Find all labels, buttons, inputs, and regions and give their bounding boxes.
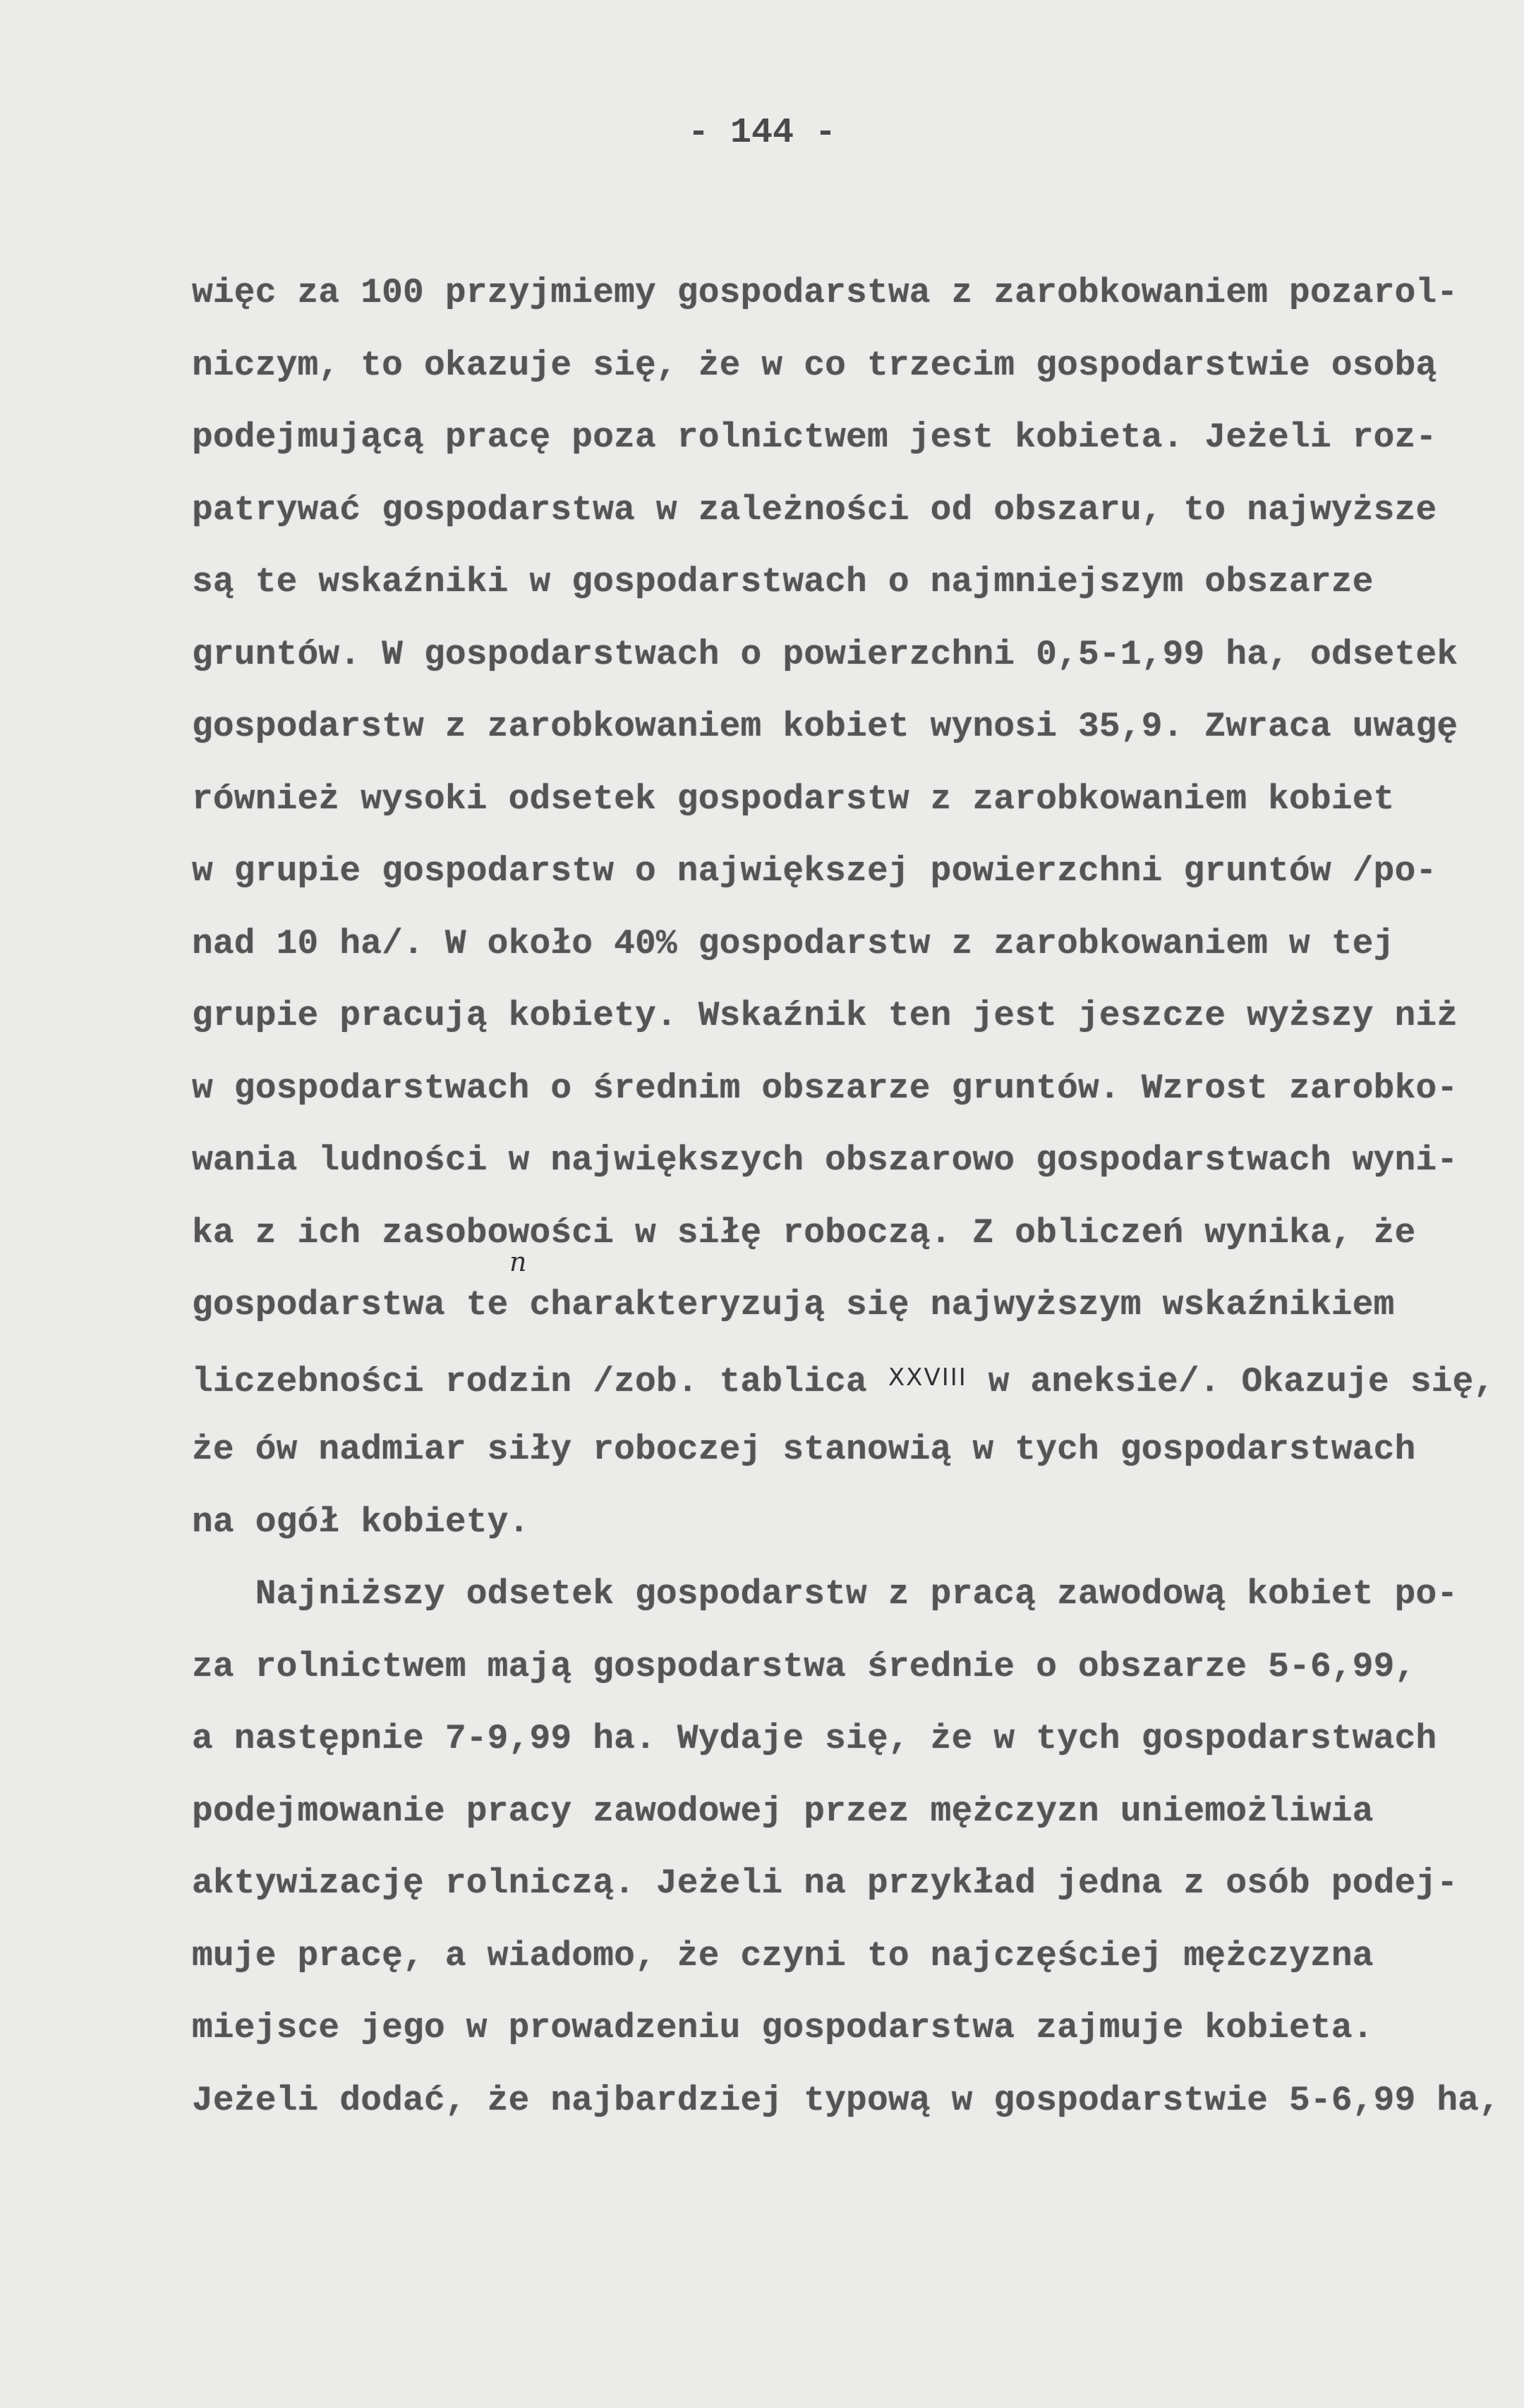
typed-text: a następnie 7-9,99 ha. Wydaje się, że w tych gospodarstwach <box>192 1719 1437 1758</box>
text-line <box>192 1642 1504 1715</box>
text-line <box>192 413 1504 485</box>
typed-text: Jeżeli dodać, że najbardziej typową w gospodarstwie 5-6,99 ha, <box>192 2080 1501 2120</box>
text-line <box>192 846 1504 919</box>
text-line <box>192 774 1504 847</box>
text-line <box>192 1280 1504 1353</box>
typed-text: za rolnictwem mają gospodarstwa średnie o obszarze 5-6,99, <box>192 1646 1416 1686</box>
typed-text: Najniższy odsetek gospodarstw z pracą zawodową kobiet po- <box>192 1574 1458 1614</box>
typed-text: ka z ich zasobowości w siłę roboczą. Z obliczeń wynika, że <box>192 1212 1416 1253</box>
typed-text: są te wskaźniki w gospodarstwach o najmniejszym obszarze <box>192 562 1374 602</box>
text-line <box>192 1425 1504 1497</box>
text-line <box>192 268 1504 341</box>
handwritten-insert: XXVIII <box>888 1363 967 1392</box>
typed-text: patrywać gospodarstwa w zależności od obszaru, to najwyższe <box>192 489 1437 530</box>
typed-text: wania ludności w największych obszarowo gospodarstwach wyni- <box>192 1141 1458 1180</box>
text-line <box>192 1064 1504 1136</box>
typed-text: w gospodarstwach o średnim obszarze gruntów. Wzrost zarobko- <box>192 1068 1458 1108</box>
text-line <box>192 2076 1504 2148</box>
text-line <box>192 485 1504 558</box>
body-text <box>192 268 1504 2148</box>
text-line <box>192 1497 1504 1570</box>
typed-text: również wysoki odsetek gospodarstw z zarobkowaniem kobiet <box>192 779 1395 819</box>
text-line <box>192 1714 1504 1787</box>
text-line <box>192 341 1504 413</box>
typed-text: więc za 100 przyjmiemy gospodarstwa z zarobkowaniem pozarol- <box>192 273 1458 312</box>
text-line <box>192 557 1504 630</box>
typed-text: podejmowanie pracy zawodowej przez mężczyzn uniemożliwia <box>192 1791 1374 1831</box>
typed-text: w aneksie/. Okazuje się, <box>967 1361 1495 1401</box>
typed-text: grupie pracują kobiety. Wskaźnik ten jest jeszcze wyższy niż <box>192 996 1458 1035</box>
typed-text: gruntów. W gospodarstwach o powierzchni 0,5-1,99 ha, odsetek <box>192 634 1458 674</box>
typed-text: gospodarstwa te charakteryzują się najwyższym wskaźnikiem <box>192 1285 1395 1325</box>
typed-text: niczym, to okazuje się, że w co trzecim gospodarstwie osobą <box>192 345 1437 385</box>
text-line <box>192 991 1504 1064</box>
typed-text: nad 10 ha/. W około 40% gospodarstw z zarobkowaniem w tej <box>192 923 1395 963</box>
typed-text: liczebności rodzin /zob. tablica <box>192 1361 888 1401</box>
handwritten-correction: n <box>509 1246 527 1277</box>
text-line <box>192 1136 1504 1208</box>
text-line <box>192 702 1504 774</box>
text-line <box>192 1931 1504 2004</box>
typed-text: miejsce jego w prowadzeniu gospodarstwa zajmuje kobieta. <box>192 2008 1374 2048</box>
text-line <box>192 630 1504 703</box>
typed-text: gospodarstw z zarobkowaniem kobiet wynosi 35,9. Zwraca uwagę <box>192 707 1458 746</box>
text-line <box>192 1353 1504 1425</box>
page-number: - 144 - <box>687 113 837 153</box>
text-line <box>192 919 1504 992</box>
typed-text: na ogół kobiety. <box>192 1502 530 1542</box>
text-line <box>192 1569 1504 1642</box>
text-line <box>192 2003 1504 2076</box>
typed-text: że ów nadmiar siły roboczej stanowią w tych gospodarstwach <box>192 1430 1416 1469</box>
typed-text: w grupie gospodarstw o największej powierzchni gruntów /po- <box>192 851 1437 891</box>
text-line <box>192 1787 1504 1859</box>
typed-text: podejmującą pracę poza rolnictwem jest kobieta. Jeżeli roz- <box>192 418 1437 457</box>
typed-text: muje pracę, a wiadomo, że czyni to najczęściej mężczyzna <box>192 1935 1374 1976</box>
text-line <box>192 1208 1504 1281</box>
typed-text: aktywizację rolniczą. Jeżeli na przykład jedna z osób podej- <box>192 1863 1458 1903</box>
text-line <box>192 1859 1504 1931</box>
